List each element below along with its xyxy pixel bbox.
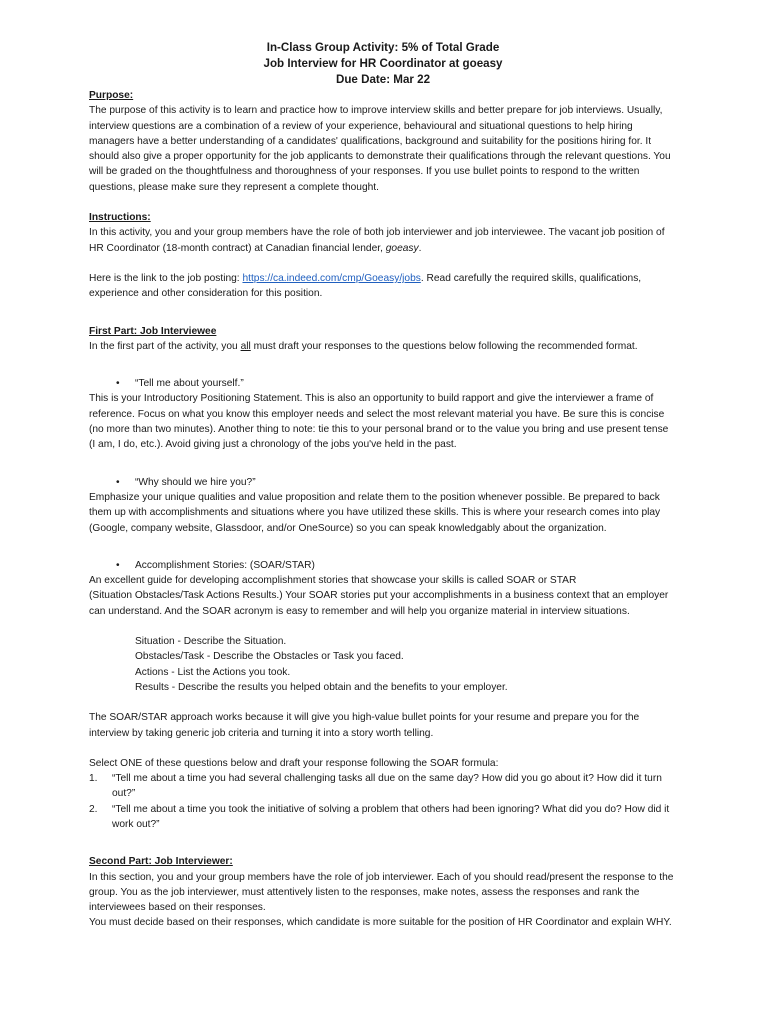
job-posting-after: . Read carefully the required skills, qualifications, experience and other consideration for this position. — [89, 272, 642, 300]
soar-actions: Actions - List the Actions you took. — [135, 666, 291, 678]
bullet-icon: • — [116, 476, 120, 488]
soar-list — [89, 634, 677, 695]
option-number: 1. — [89, 773, 98, 785]
bullet-tell-me-about-yourself — [89, 376, 677, 391]
company-name: goeasy — [385, 242, 419, 254]
instructions-text-after: . — [418, 242, 422, 254]
question-option-2 — [89, 802, 677, 833]
q1-description: This is your Introductory Positioning Statement. This is also an opportunity to build rapport and give the interviewer a frame of reference. Focus on what you know this employer needs and select the most relevant material you have. Be sure this is concise (no more than two minutes). Another thing to note: tie this to your personal brand or to the value you bring and use present tense (I am, I do, etc.). Avoid giving just a chronology of the jobs you've held in the past. — [89, 393, 669, 451]
bullet-accomplishment-stories — [89, 558, 677, 573]
soar-approach-text: The SOAR/STAR approach works because it will give you high-value bullet points for your resume and prepare you for the interview by taking generic job criteria and turning it into a story worth telling. — [89, 712, 640, 739]
job-posting-link[interactable]: https://ca.indeed.com/cmp/Goeasy/jobs — [242, 272, 421, 284]
q3-description-2: (Situation Obstacles/Task Actions Results.) Your SOAR stories put your accomplishments in a business context that an employer can understand. And the SOAR acronym is easy to remember and will help you organize material in interview situations. — [89, 590, 669, 617]
soar-results: Results - Describe the results you helped obtain and the benefits to your employer. — [135, 681, 508, 693]
title-line-2: Job Interview for HR Coordinator at goeasy — [263, 57, 503, 70]
intro-after: must draft your responses to the questions below following the recommended format. — [250, 340, 638, 352]
instructions-text-before: In this activity, you and your group members have the role of both job interviewer and job interviewee. The vacant job position of HR Coordinator (18-month contract) at Canadian financial lender, — [89, 227, 665, 254]
second-part-text-2: You must decide based on their responses, which candidate is more suitable for the position of HR Coordinator and explain WHY. — [89, 917, 672, 929]
bullet-why-hire-you — [89, 475, 677, 490]
title-due-date: Due Date: Mar 22 — [335, 73, 431, 86]
bullet-icon: • — [116, 378, 120, 390]
option-text: “Tell me about a time you took the initiative of solving a problem that others had been ignoring? What did you do? How did it work out?” — [112, 803, 670, 830]
first-part-heading: First Part: Job Interviewee — [89, 325, 217, 337]
first-part-intro — [89, 339, 677, 354]
instructions-heading: Instructions: — [89, 212, 151, 224]
purpose-heading: Purpose: — [89, 90, 134, 101]
title-line-1: In-Class Group Activity: 5% of Total Grade — [266, 41, 500, 54]
option-text: “Tell me about a time you had several challenging tasks all due on the same day? How did you go about it? How did it turn out?” — [112, 773, 662, 800]
bullet-icon: • — [116, 559, 120, 571]
q3-description-1: An excellent guide for developing accomplishment stories that showcase your skills is called SOAR or STAR — [89, 575, 577, 587]
option-number: 2. — [89, 803, 98, 815]
purpose-text: The purpose of this activity is to learn and practice how to improve interview skills and better prepare for job interviews. Usually, interview questions are a combination of a review of your experience, behavioural and situational questions to help hiring managers have a better understanding of a candidates' qualifications, background and suitability for the positions hiring for. It should also give a proper opportunity for the job applicants to demonstrate their qualifications through the relevant questions. You will be graded on the thoughtfulness and thoroughness of your responses. If you use bullet points to respond to the written questions, please make sure they represent a complete thought. — [89, 105, 671, 193]
job-posting-paragraph — [89, 271, 677, 302]
document-content — [89, 40, 677, 931]
second-part-text-1: In this section, you and your group members have the role of job interviewer. Each of you should read/present the response to the group. You as the job interviewer, must attentively listen to the responses, make notes, assess the responses and rank the interviewees based on their responses. — [89, 871, 674, 914]
soar-situation: Situation - Describe the Situation. — [135, 636, 287, 648]
select-question-text: Select ONE of these questions below and draft your response following the SOAR formula: — [89, 757, 499, 769]
q2-description: Emphasize your unique qualities and value proposition and relate them to the position whenever possible. Be prepared to back them up with accomplishments and situations where you have utilized these skills. This is where your research comes into play (Google, company website, Glassdoor, and/or OneSource) so you can speak knowledgably about the organization. — [89, 491, 661, 534]
bullet-text: Accomplishment Stories: (SOAR/STAR) — [135, 559, 315, 571]
bullet-text: “Why should we hire you?” — [135, 476, 256, 488]
job-posting-label: Here is the link to the job posting: — [89, 272, 243, 284]
intro-before: In the first part of the activity, you — [89, 340, 241, 352]
soar-obstacles: Obstacles/Task - Describe the Obstacles or Task you faced. — [135, 651, 404, 663]
second-part-heading: Second Part: Job Interviewer: — [89, 856, 233, 868]
bullet-text: “Tell me about yourself.” — [135, 378, 244, 390]
intro-emphasis: all — [240, 340, 251, 352]
instructions-text — [89, 225, 677, 256]
question-option-1 — [89, 771, 677, 802]
